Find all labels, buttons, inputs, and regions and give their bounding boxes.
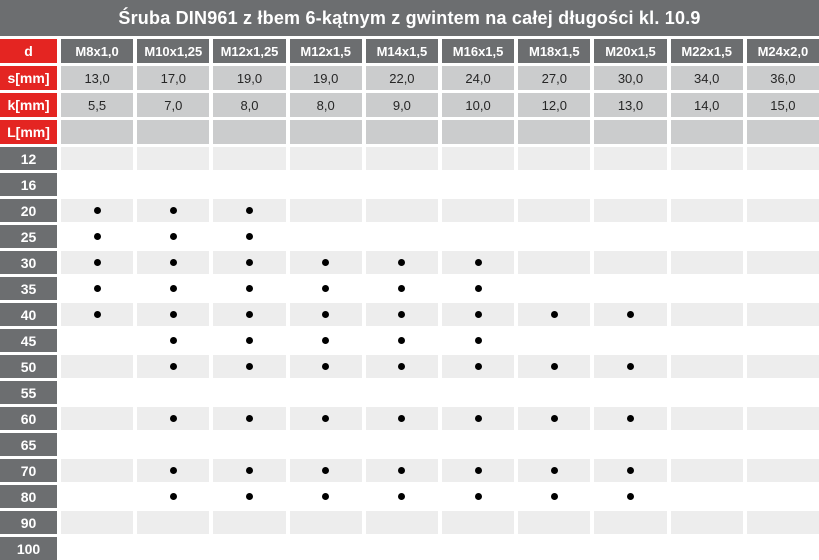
diameter-column-header: M16x1,5 [442,39,514,63]
availability-cell [213,329,285,352]
length-header-empty-cell [594,120,666,144]
spec-value-cell: 27,0 [518,66,590,90]
length-row-label: 80 [0,485,57,508]
availability-dot [246,207,253,214]
length-header-empty-cell [747,120,819,144]
availability-dot [246,363,253,370]
length-header-empty-cell [518,120,590,144]
availability-dot [246,415,253,422]
availability-cell [61,303,133,326]
availability-dot [475,337,482,344]
length-row-label: 20 [0,199,57,222]
availability-cell [137,511,209,534]
length-row-label: 45 [0,329,57,352]
length-row-label: 16 [0,173,57,196]
availability-cell [366,199,438,222]
availability-cell [213,459,285,482]
spec-value-cell: 19,0 [213,66,285,90]
length-row-label: 35 [0,277,57,300]
spec-value-cell: 13,0 [594,93,666,117]
availability-dot [170,493,177,500]
length-header-empty-cell [366,120,438,144]
availability-dot [322,415,329,422]
diameter-column-header: M20x1,5 [594,39,666,63]
spec-row-label: s[mm] [0,66,57,90]
availability-cell [442,147,514,170]
availability-dot [94,207,101,214]
availability-cell [442,407,514,430]
availability-cell [747,329,819,352]
availability-dot [398,363,405,370]
availability-dot [398,311,405,318]
availability-cell [442,485,514,508]
spec-value-cell: 34,0 [671,66,743,90]
availability-cell [671,303,743,326]
availability-cell [290,147,362,170]
availability-dot [170,233,177,240]
availability-cell [290,485,362,508]
availability-cell [366,225,438,248]
availability-cell [442,537,514,560]
length-header-empty-cell [290,120,362,144]
availability-cell [366,407,438,430]
availability-dot [627,493,634,500]
availability-dot [170,285,177,292]
availability-dot [551,467,558,474]
length-row-label: 60 [0,407,57,430]
availability-cell [518,303,590,326]
availability-cell [518,147,590,170]
availability-dot [170,363,177,370]
spec-table [0,39,819,560]
availability-cell [137,381,209,404]
availability-cell [747,407,819,430]
availability-cell [137,407,209,430]
availability-cell [61,537,133,560]
availability-dot [322,285,329,292]
availability-cell [671,433,743,456]
availability-cell [518,173,590,196]
availability-cell [594,199,666,222]
availability-cell [747,173,819,196]
availability-dot [475,363,482,370]
availability-cell [594,277,666,300]
availability-cell [442,303,514,326]
availability-cell [518,277,590,300]
diameter-column-header: M12x1,5 [290,39,362,63]
availability-dot [246,233,253,240]
availability-cell [137,199,209,222]
availability-cell [137,537,209,560]
availability-dot [322,337,329,344]
spec-value-cell: 36,0 [747,66,819,90]
availability-cell [213,225,285,248]
availability-cell [442,329,514,352]
availability-cell [442,225,514,248]
availability-cell [442,173,514,196]
availability-cell [290,381,362,404]
availability-dot [170,467,177,474]
availability-dot [246,337,253,344]
availability-cell [442,355,514,378]
availability-cell [518,459,590,482]
availability-dot [398,337,405,344]
availability-dot [94,259,101,266]
availability-cell [366,381,438,404]
availability-cell [61,511,133,534]
availability-cell [518,537,590,560]
availability-cell [442,511,514,534]
availability-cell [137,173,209,196]
availability-cell [137,433,209,456]
availability-dot [627,415,634,422]
availability-cell [366,459,438,482]
availability-cell [290,199,362,222]
diameter-column-header: M14x1,5 [366,39,438,63]
availability-cell [671,199,743,222]
availability-cell [442,277,514,300]
availability-cell [518,485,590,508]
availability-dot [322,493,329,500]
availability-cell [671,537,743,560]
availability-cell [137,355,209,378]
availability-cell [213,407,285,430]
availability-cell [518,407,590,430]
availability-cell [594,329,666,352]
availability-cell [366,173,438,196]
availability-cell [442,251,514,274]
availability-cell [137,329,209,352]
availability-cell [366,511,438,534]
availability-cell [594,433,666,456]
availability-cell [61,277,133,300]
availability-cell [290,459,362,482]
length-row-label: 100 [0,537,57,560]
availability-dot [170,337,177,344]
availability-cell [366,537,438,560]
availability-cell [61,459,133,482]
availability-dot [246,493,253,500]
availability-dot [94,233,101,240]
length-header-label: L[mm] [0,120,57,144]
availability-dot [322,259,329,266]
availability-cell [442,199,514,222]
availability-cell [213,381,285,404]
spec-value-cell: 15,0 [747,93,819,117]
length-row-label: 65 [0,433,57,456]
diameter-column-header: M12x1,25 [213,39,285,63]
spec-value-cell: 12,0 [518,93,590,117]
availability-cell [366,485,438,508]
spec-value-cell: 19,0 [290,66,362,90]
availability-cell [213,433,285,456]
availability-cell [747,355,819,378]
availability-cell [747,277,819,300]
availability-cell [137,147,209,170]
availability-dot [627,311,634,318]
availability-cell [442,459,514,482]
availability-cell [518,251,590,274]
availability-cell [137,485,209,508]
availability-dot [94,311,101,318]
availability-cell [747,537,819,560]
availability-cell [594,225,666,248]
availability-cell [290,329,362,352]
availability-cell [290,355,362,378]
availability-cell [366,251,438,274]
availability-cell [213,537,285,560]
availability-cell [366,433,438,456]
diameter-column-header: M24x2,0 [747,39,819,63]
availability-dot [551,493,558,500]
availability-cell [290,537,362,560]
availability-cell [747,251,819,274]
spec-value-cell: 13,0 [61,66,133,90]
availability-dot [322,311,329,318]
availability-dot [398,285,405,292]
availability-cell [61,147,133,170]
length-header-empty-cell [442,120,514,144]
length-row-label: 30 [0,251,57,274]
availability-cell [518,381,590,404]
availability-cell [518,199,590,222]
spec-value-cell: 30,0 [594,66,666,90]
availability-cell [594,355,666,378]
availability-dot [398,467,405,474]
spec-value-cell: 24,0 [442,66,514,90]
availability-cell [290,303,362,326]
availability-cell [137,277,209,300]
availability-cell [290,407,362,430]
availability-dot [398,415,405,422]
availability-cell [290,511,362,534]
availability-cell [747,433,819,456]
availability-cell [213,485,285,508]
diameter-header-label: d [0,39,57,63]
availability-cell [594,511,666,534]
spec-value-cell: 5,5 [61,93,133,117]
availability-cell [61,251,133,274]
availability-cell [213,303,285,326]
spec-value-cell: 22,0 [366,66,438,90]
availability-cell [366,277,438,300]
availability-cell [290,173,362,196]
availability-cell [213,251,285,274]
length-row-label: 25 [0,225,57,248]
spec-value-cell: 8,0 [290,93,362,117]
availability-cell [518,433,590,456]
availability-cell [518,355,590,378]
availability-cell [290,251,362,274]
availability-cell [671,147,743,170]
availability-cell [671,459,743,482]
availability-cell [671,251,743,274]
availability-dot [322,363,329,370]
availability-dot [246,311,253,318]
availability-cell [518,511,590,534]
availability-dot [475,311,482,318]
length-row-label: 50 [0,355,57,378]
availability-dot [398,493,405,500]
availability-cell [290,225,362,248]
availability-cell [61,407,133,430]
availability-dot [94,285,101,292]
diameter-column-header: M22x1,5 [671,39,743,63]
spec-value-cell: 7,0 [137,93,209,117]
availability-cell [747,381,819,404]
availability-dot [551,311,558,318]
availability-cell [747,199,819,222]
availability-cell [61,355,133,378]
spec-value-cell: 10,0 [442,93,514,117]
availability-cell [61,381,133,404]
availability-cell [366,147,438,170]
availability-cell [213,511,285,534]
availability-dot [475,467,482,474]
availability-cell [594,459,666,482]
availability-cell [594,537,666,560]
availability-cell [594,251,666,274]
availability-cell [671,485,743,508]
availability-cell [747,147,819,170]
availability-cell [594,381,666,404]
availability-cell [213,147,285,170]
availability-cell [671,277,743,300]
availability-cell [213,355,285,378]
length-row-label: 90 [0,511,57,534]
availability-cell [137,459,209,482]
availability-cell [137,225,209,248]
availability-dot [551,363,558,370]
availability-cell [137,251,209,274]
length-header-empty-cell [213,120,285,144]
availability-cell [61,433,133,456]
availability-cell [747,459,819,482]
availability-dot [398,259,405,266]
availability-dot [475,415,482,422]
spec-value-cell: 17,0 [137,66,209,90]
availability-cell [594,407,666,430]
length-header-empty-cell [61,120,133,144]
spec-row-label: k[mm] [0,93,57,117]
availability-cell [61,225,133,248]
availability-dot [246,467,253,474]
availability-dot [322,467,329,474]
availability-cell [61,199,133,222]
availability-cell [594,485,666,508]
diameter-column-header: M8x1,0 [61,39,133,63]
availability-cell [671,407,743,430]
availability-cell [61,329,133,352]
length-row-label: 70 [0,459,57,482]
availability-cell [671,329,743,352]
availability-cell [366,355,438,378]
availability-cell [747,303,819,326]
length-row-label: 55 [0,381,57,404]
availability-cell [61,485,133,508]
availability-dot [475,259,482,266]
availability-cell [366,329,438,352]
availability-cell [671,511,743,534]
diameter-column-header: M18x1,5 [518,39,590,63]
length-row-label: 40 [0,303,57,326]
availability-cell [518,225,590,248]
availability-cell [671,355,743,378]
spec-value-cell: 14,0 [671,93,743,117]
availability-dot [475,493,482,500]
availability-dot [246,259,253,266]
availability-dot [170,311,177,318]
diameter-column-header: M10x1,25 [137,39,209,63]
availability-dot [627,467,634,474]
availability-dot [551,415,558,422]
availability-cell [213,277,285,300]
availability-dot [475,285,482,292]
availability-cell [442,381,514,404]
availability-cell [442,433,514,456]
availability-cell [213,199,285,222]
availability-cell [137,303,209,326]
availability-cell [213,173,285,196]
page-title: Śruba DIN961 z łbem 6-kątnym z gwintem na całej długości kl. 10.9 [0,0,819,36]
availability-cell [61,173,133,196]
spec-value-cell: 8,0 [213,93,285,117]
availability-cell [366,303,438,326]
availability-cell [290,277,362,300]
availability-cell [747,511,819,534]
availability-cell [594,173,666,196]
availability-dot [246,285,253,292]
length-header-empty-cell [671,120,743,144]
length-row-label: 12 [0,147,57,170]
availability-cell [594,147,666,170]
availability-dot [627,363,634,370]
availability-cell [747,225,819,248]
availability-dot [170,207,177,214]
availability-dot [170,415,177,422]
availability-cell [594,303,666,326]
spec-value-cell: 9,0 [366,93,438,117]
availability-cell [747,485,819,508]
length-header-empty-cell [137,120,209,144]
availability-cell [290,433,362,456]
availability-cell [518,329,590,352]
availability-cell [671,381,743,404]
availability-cell [671,173,743,196]
availability-cell [671,225,743,248]
availability-dot [170,259,177,266]
